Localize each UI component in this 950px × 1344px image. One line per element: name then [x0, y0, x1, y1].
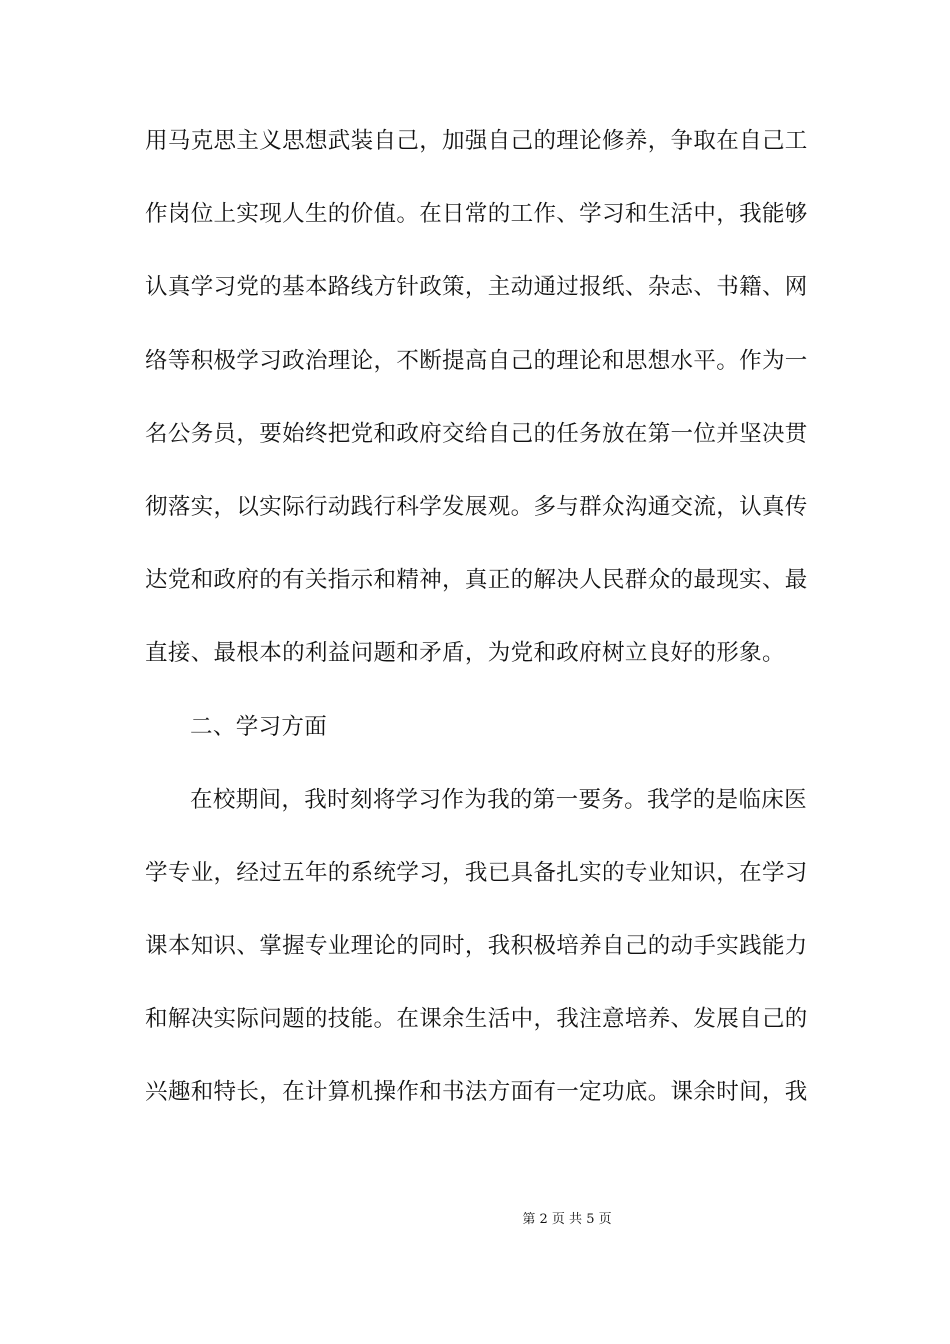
paragraph-line: 学专业，经过五年的系统学习，我已具备扎实的专业知识，在学习	[145, 859, 808, 886]
paragraph-line: 直接、最根本的利益问题和矛盾，为党和政府树立良好的形象。	[145, 640, 785, 667]
paragraph-line: 用马克思主义思想武装自己，加强自己的理论修养，争取在自己工	[145, 128, 808, 154]
paragraph-line: 名公务员，要始终把党和政府交给自己的任务放在第一位并坚决贯	[145, 420, 808, 447]
paragraph-line: 在校期间，我时刻将学习作为我的第一要务。我学的是临床医	[190, 786, 807, 813]
paragraph-line: 彻落实，以实际行动践行科学发展观。多与群众沟通交流，认真传	[145, 493, 808, 520]
paragraph-line: 课本知识、掌握专业理论的同时，我积极培养自己的动手实践能力	[145, 933, 808, 960]
document-body	[145, 121, 807, 1146]
paragraph-line: 作岗位上实现人生的价值。在日常的工作、学习和生活中，我能够	[145, 201, 808, 228]
paragraph-line: 兴趣和特长，在计算机操作和书法方面有一定功底。课余时间，我	[145, 1079, 808, 1106]
paragraph-line: 络等积极学习政治理论，不断提高自己的理论和思想水平。作为一	[145, 347, 808, 374]
paragraph-line: 达党和政府的有关指示和精神，真正的解决人民群众的最现实、最	[145, 567, 808, 594]
paragraph-line: 和解决实际问题的技能。在课余生活中，我注意培养、发展自己的	[145, 1006, 808, 1033]
page-number-footer: 第 2 页 共 5 页	[522, 1212, 612, 1227]
section-heading: 二、学习方面	[190, 713, 328, 740]
paragraph-line: 认真学习党的基本路线方针政策，主动通过报纸、杂志、书籍、网	[145, 274, 808, 301]
